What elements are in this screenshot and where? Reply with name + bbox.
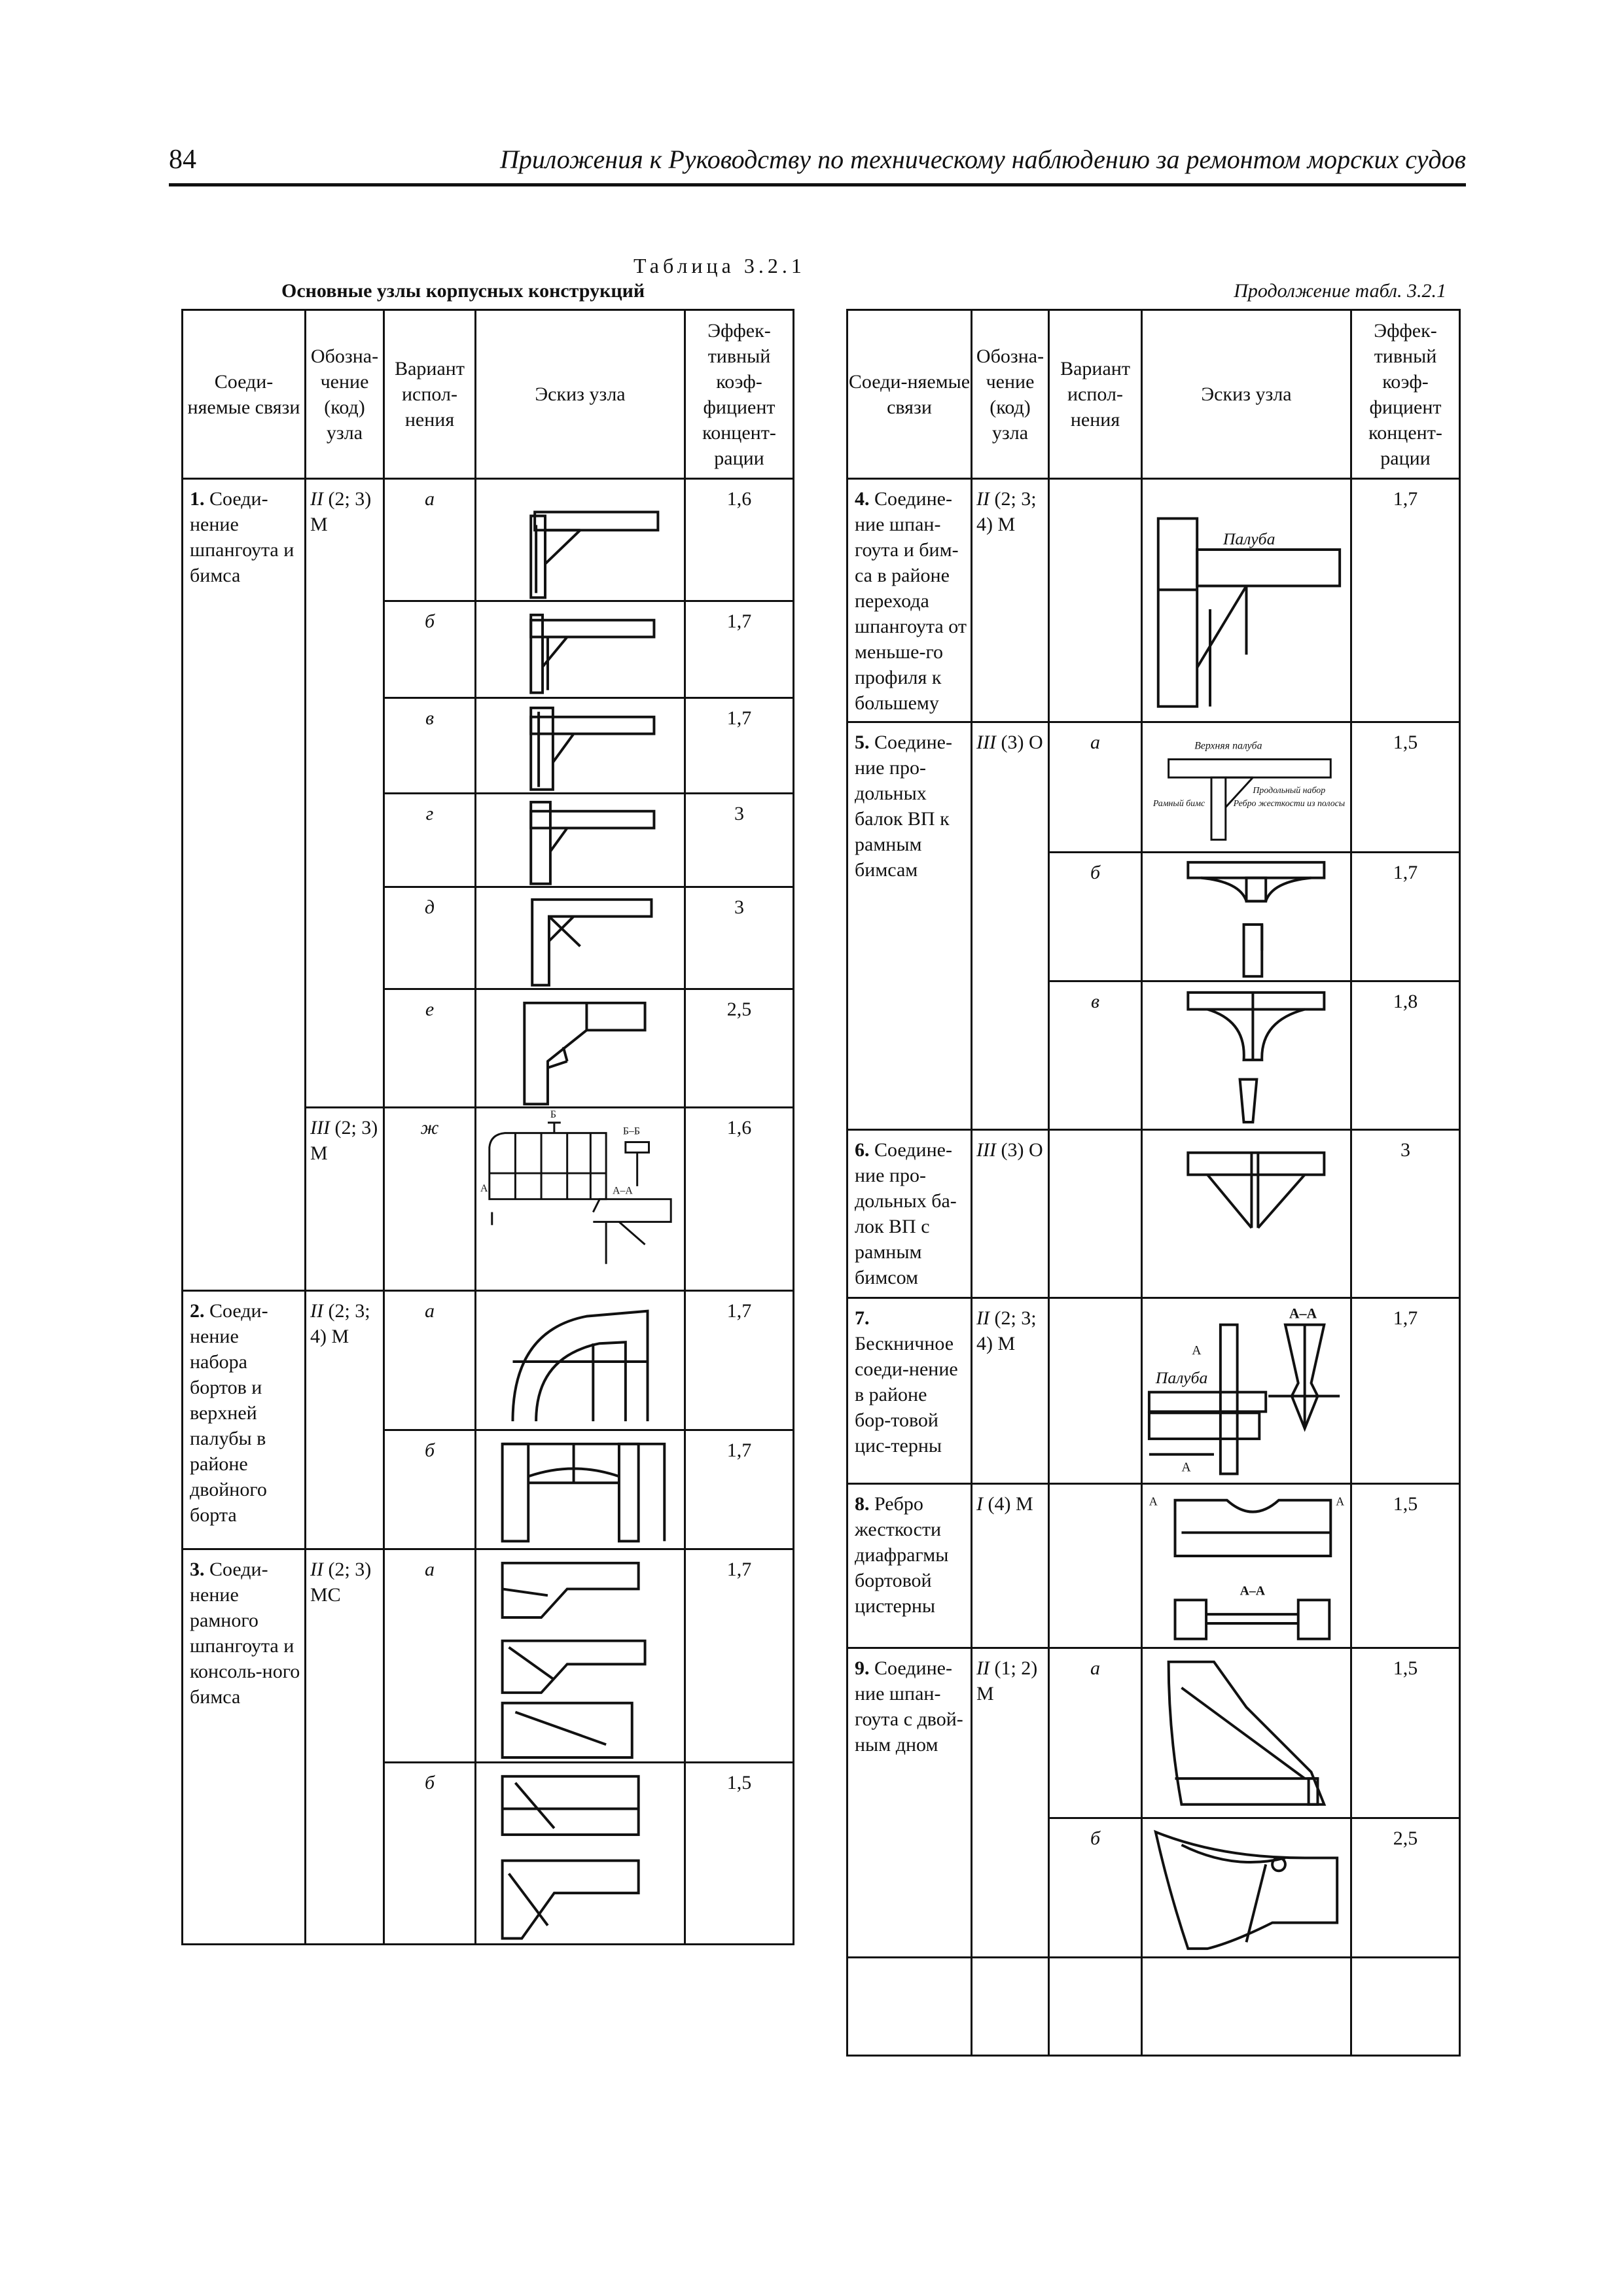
group-4-code: II (2; 3; 4) М [972,479,1049,722]
page-number: 84 [169,145,196,175]
sketch-2b [476,1430,685,1549]
variant-cell [1049,1484,1142,1648]
sketch-drawing [476,990,684,1106]
col-code: Обозна-чение (код) узла [306,310,384,479]
svg-text:Верхняя палуба: Верхняя палуба [1194,740,1262,752]
sketch-drawing [1143,853,1350,980]
col-connection: Соеди-няемые связи [183,310,306,479]
coef-cell: 1,6 [685,1108,794,1291]
group-7-code: II (2; 3; 4) М [972,1298,1049,1483]
col-coef: Эффек-тивный коэф-фициент концент-рации [1351,310,1460,479]
group-5-name: 5. Соедине-ние про-дольных балок ВП к рамным бимсам [847,722,972,1130]
sketch-drawing [476,699,684,792]
coef-cell: 1,7 [1351,479,1460,722]
sketch-drawing [1143,480,1350,721]
variant-cell: г [384,793,476,887]
empty-cell [1049,1958,1142,2056]
col-coef: Эффек-тивный коэф-фициент концент-рации [685,310,794,479]
svg-text:А: А [1149,1494,1158,1508]
sketch-1c [476,698,685,793]
sketch-3b [476,1762,685,1944]
coef-cell: 1,5 [1351,722,1460,853]
variant-cell: в [384,698,476,793]
group-8-code: I (4) М [972,1484,1049,1648]
svg-text:А: А [1336,1494,1345,1508]
table-right [846,309,1461,2057]
coef-cell: 1,6 [685,479,794,601]
group-3-name: 3. Соеди-нение рамного шпангоута и консоль-ного бимса [183,1549,306,1944]
sketch-5a [1142,722,1351,853]
variant-cell: б [384,601,476,698]
variant-cell: д [384,887,476,989]
variant-cell: б [1049,1818,1142,1958]
group-3-code: II (2; 3) МС [306,1549,384,1944]
svg-text:А: А [480,1182,488,1194]
empty-cell [1142,1958,1351,2056]
sketch-8 [1142,1484,1351,1648]
col-variant: Вариант испол-нения [1049,310,1142,479]
col-sketch: Эскиз узла [1142,310,1351,479]
coef-cell: 1,7 [1351,1298,1460,1483]
sketch-9a [1142,1648,1351,1818]
coef-cell: 3 [685,887,794,989]
group-1-code-b: III (2; 3) М [306,1108,384,1291]
group-1-code-a: II (2; 3) М [306,479,384,1108]
group-7-name: 7. Бескничное соеди-нение в районе бор-товой цис-терны [847,1298,972,1483]
empty-cell [847,1958,972,2056]
svg-text:А–А: А–А [1240,1583,1266,1598]
coef-cell: 1,7 [685,1549,794,1762]
svg-text:Продольный набор: Продольный набор [1253,785,1326,795]
table-caption: Таблица 3.2.1 [633,254,806,277]
col-code: Обозна-чение (код) узла [972,310,1049,479]
col-variant: Вариант испол-нения [384,310,476,479]
coef-cell: 1,5 [685,1762,794,1944]
running-title: Приложения к Руководству по техническому наблюдению за ремонтом морских судов [499,145,1466,174]
col-sketch: Эскиз узла [476,310,685,479]
coef-cell: 1,5 [1351,1648,1460,1818]
sketch-drawing [476,1763,684,1943]
coef-cell: 1,7 [1351,853,1460,981]
group-2-name: 2. Соеди-нение набора бортов и верхней палубы в районе двойного борта [183,1291,306,1549]
sketch-5c [1142,981,1351,1130]
coef-cell: 2,5 [1351,1818,1460,1958]
page-header [169,143,1466,186]
svg-text:Рамный бимс: Рамный бимс [1152,798,1205,808]
sketch-1a [476,479,685,601]
sketch-1e [476,887,685,989]
sketch-1d [476,793,685,887]
variant-cell [1049,1298,1142,1483]
svg-text:А: А [1181,1460,1191,1475]
sketch-6 [1142,1130,1351,1298]
variant-cell: а [1049,1648,1142,1818]
sketch-drawing [1143,1485,1350,1647]
group-8-name: 8. Ребро жесткости диафрагмы бортовой цистерны [847,1484,972,1648]
sketch-drawing [476,480,684,600]
svg-text:А: А [1192,1343,1202,1358]
sketch-9b [1142,1818,1351,1958]
sketch-2a [476,1291,685,1430]
sketch-4 [1142,479,1351,722]
svg-text:Ребро жесткости из полосы: Ребро жесткости из полосы [1233,798,1346,808]
table-continuation: Продолжение табл. 3.2.1 [1234,280,1446,302]
sketch-1g [476,1108,685,1291]
group-6-name: 6. Соедине-ние про-дольных ба-лок ВП с рамным бимсом [847,1130,972,1298]
variant-cell [1049,479,1142,722]
group-6-code: III (3) О [972,1130,1049,1298]
sketch-drawing [476,1292,684,1429]
col-connection: Соеди-няемые связи [847,310,972,479]
variant-cell: е [384,989,476,1107]
group-2-code: II (2; 3; 4) М [306,1291,384,1549]
sketch-drawing [476,1550,684,1761]
table-left [181,309,794,1945]
svg-text:Палуба: Палуба [1222,529,1275,549]
sketch-drawing [1143,1131,1350,1297]
sketch-drawing [1143,723,1350,851]
empty-cell [972,1958,1049,2056]
variant-cell [1049,1130,1142,1298]
empty-cell [1351,1958,1460,2056]
coef-cell: 1,7 [685,1291,794,1430]
sketch-drawing [476,794,684,887]
sketch-drawing [1143,1299,1350,1483]
coef-cell: 2,5 [685,989,794,1107]
group-5-code: III (3) О [972,722,1049,1130]
sketch-1f [476,989,685,1107]
group-4-name: 4. Соедине-ние шпан-гоута и бим-са в районе перехода шпангоута от меньше-го профиля к большему [847,479,972,722]
coef-cell: 1,5 [1351,1484,1460,1648]
sketch-drawing [1143,982,1350,1129]
coef-cell: 3 [685,793,794,887]
sketch-drawing [1143,1819,1350,1956]
group-1-name: 1. Соеди-нение шпангоута и бимса [183,479,306,1291]
svg-text:Б–Б: Б–Б [622,1125,641,1137]
variant-cell: а [384,1291,476,1430]
coef-cell: 1,7 [685,698,794,793]
variant-cell: ж [384,1108,476,1291]
variant-cell: а [384,1549,476,1762]
variant-cell: б [384,1762,476,1944]
coef-cell: 3 [1351,1130,1460,1298]
sketch-1b [476,601,685,698]
sketch-7 [1142,1298,1351,1483]
table-title: Основные узлы корпусных конструкций [281,280,645,302]
variant-cell: б [384,1430,476,1549]
sketch-drawing [476,602,684,697]
svg-text:А–А: А–А [1289,1305,1317,1322]
group-9-name: 9. Соедине-ние шпан-гоута с двой-ным дном [847,1648,972,1958]
variant-cell: а [384,479,476,601]
svg-text:Б: Б [550,1108,557,1120]
svg-text:А–А: А–А [613,1185,633,1197]
sketch-3a [476,1549,685,1762]
sketch-drawing [1143,1649,1350,1818]
coef-cell: 1,8 [1351,981,1460,1130]
variant-cell: б [1049,853,1142,981]
sketch-drawing [476,1431,684,1547]
variant-cell: в [1049,981,1142,1130]
svg-text:Палуба: Палуба [1155,1368,1208,1387]
sketch-5b [1142,853,1351,981]
coef-cell: 1,7 [685,601,794,698]
variant-cell: а [1049,722,1142,853]
group-9-code: II (1; 2) М [972,1648,1049,1958]
sketch-drawing [476,888,684,988]
sketch-drawing [476,1108,684,1290]
coef-cell: 1,7 [685,1430,794,1549]
